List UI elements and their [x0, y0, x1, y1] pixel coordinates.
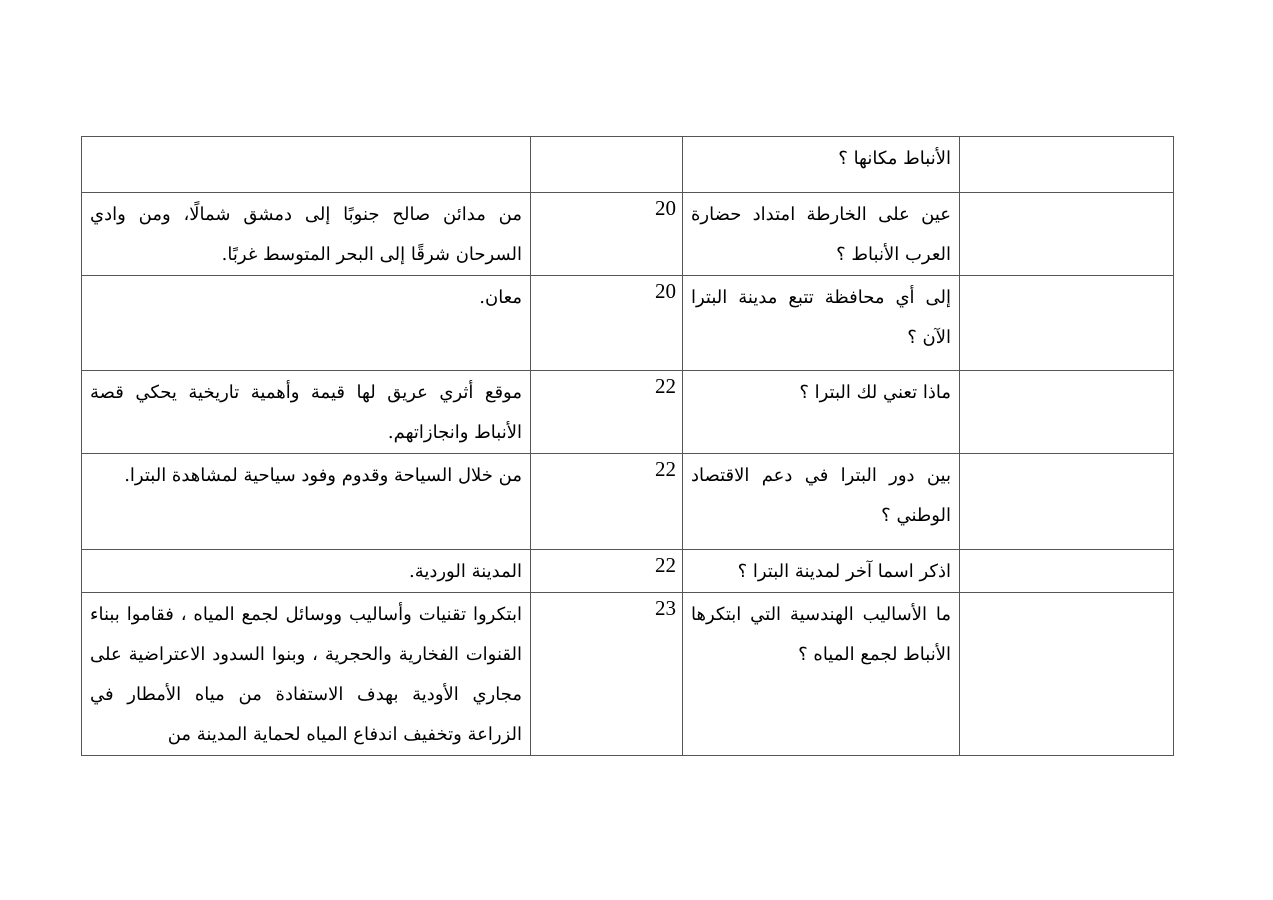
answer-cell: معان.: [82, 276, 531, 371]
table-row: [82, 276, 1174, 371]
table-row: [82, 193, 1174, 276]
question-cell: بين دور البترا في دعم الاقتصاد الوطني ؟: [683, 454, 960, 550]
question-cell: إلى أي محافظة تتبع مدينة البترا الآن ؟: [683, 276, 960, 371]
question-cell: عين على الخارطة امتداد حضارة العرب الأنباط ؟: [683, 193, 960, 276]
table-row: [82, 550, 1174, 593]
table-row: [82, 454, 1174, 550]
question-cell: ما الأساليب الهندسية التي ابتكرها الأنباط لجمع المياه ؟: [683, 593, 960, 756]
page-cell: 20: [531, 276, 683, 371]
page-cell: [531, 137, 683, 193]
questions-table: [81, 136, 1174, 756]
page-cell: 22: [531, 371, 683, 454]
question-cell: ماذا تعني لك البترا ؟: [683, 371, 960, 454]
answer-cell: ابتكروا تقنيات وأساليب ووسائل لجمع المياه ، فقاموا ببناء القنوات الفخارية والحجرية ، وبنوا السدود الاعتراضية على مجاري الأودية بهدف الاستفادة من مياه الأمطار في الزراعة وتخفيف اندفاع المياه لحماية المدينة من: [82, 593, 531, 756]
question-cell: الأنباط مكانها ؟: [683, 137, 960, 193]
number-cell: [960, 276, 1174, 371]
number-cell: [960, 371, 1174, 454]
question-cell: اذكر اسما آخر لمدينة البترا ؟: [683, 550, 960, 593]
number-cell: [960, 550, 1174, 593]
answer-cell: [82, 137, 531, 193]
number-cell: [960, 137, 1174, 193]
answer-cell: موقع أثري عريق لها قيمة وأهمية تاريخية يحكي قصة الأنباط وانجازاتهم.: [82, 371, 531, 454]
number-cell: [960, 454, 1174, 550]
page-cell: 22: [531, 454, 683, 550]
page-cell: 22: [531, 550, 683, 593]
number-cell: [960, 193, 1174, 276]
number-cell: [960, 593, 1174, 756]
answer-cell: من خلال السياحة وقدوم وفود سياحية لمشاهدة البترا.: [82, 454, 531, 550]
table-row: [82, 371, 1174, 454]
answer-cell: من مدائن صالح جنوبًا إلى دمشق شمالًا، ومن وادي السرحان شرقًا إلى البحر المتوسط غربًا.: [82, 193, 531, 276]
table-row: [82, 593, 1174, 756]
page-cell: 23: [531, 593, 683, 756]
answer-cell: المدينة الوردية.: [82, 550, 531, 593]
page-cell: 20: [531, 193, 683, 276]
table-row: [82, 137, 1174, 193]
